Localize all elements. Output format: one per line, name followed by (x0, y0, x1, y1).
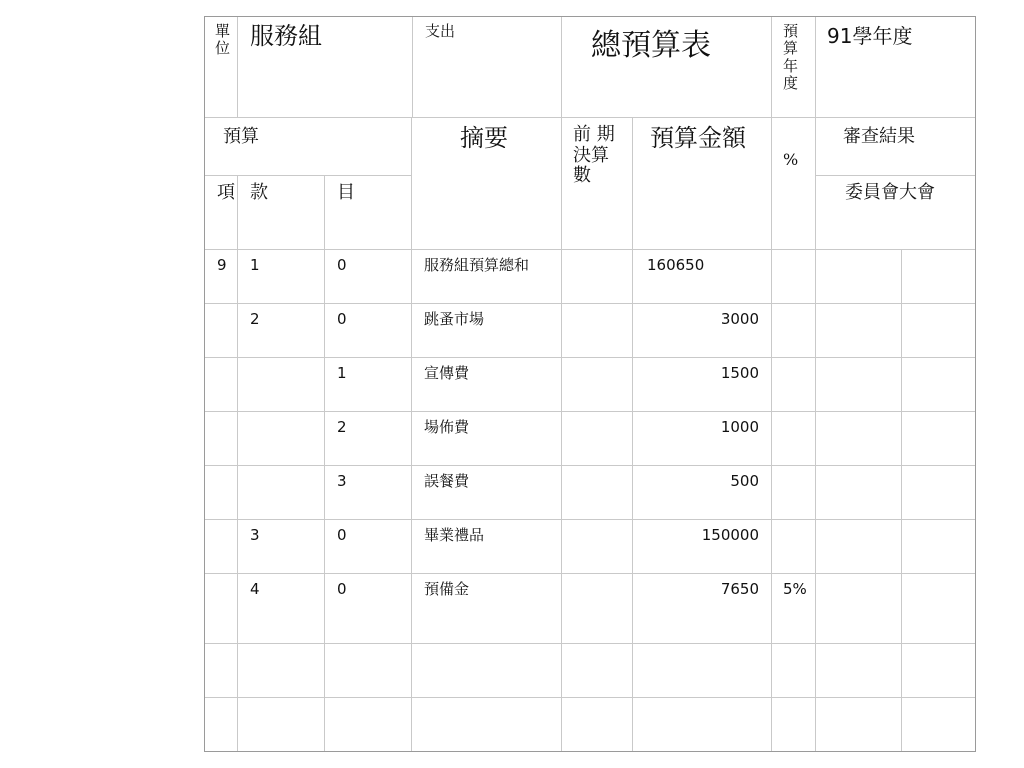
amount-cell: 500 (730, 472, 759, 490)
amount-cell: 150000 (701, 526, 759, 544)
amount-cell: 7650 (720, 580, 759, 598)
rule (815, 17, 816, 117)
review-header: 審查結果 (843, 126, 915, 147)
rule (771, 17, 772, 117)
section-cell: 4 (250, 580, 260, 598)
summary-cell: 誤餐費 (424, 472, 470, 490)
summary-cell: 服務組預算總和 (424, 256, 530, 274)
subsection-cell: 0 (337, 580, 347, 598)
percent-header: % (783, 150, 799, 169)
summary-cell: 場佈費 (424, 418, 470, 436)
rule (205, 519, 975, 520)
rule (561, 17, 562, 117)
summary-cell: 預備金 (424, 580, 470, 598)
rule (771, 117, 772, 751)
section-cell: 3 (250, 526, 260, 544)
section-cell: 1 (250, 256, 260, 274)
assembly-header: 大會 (899, 182, 935, 203)
page-title: 總預算表 (591, 28, 711, 63)
rule (237, 17, 238, 117)
rule (205, 249, 975, 250)
amount-cell: 3000 (720, 310, 759, 328)
summary-cell: 畢業禮品 (424, 526, 485, 544)
subsection-cell: 0 (337, 310, 347, 328)
unit-value: 服務組 (250, 22, 322, 50)
rule (237, 175, 238, 751)
budget-header: 預算 (223, 126, 259, 147)
amount-cell: 1500 (720, 364, 759, 382)
item-header: 項 (217, 182, 235, 203)
section-header: 款 (250, 182, 268, 203)
rule (205, 175, 411, 176)
subsection-cell: 3 (337, 472, 347, 490)
subsection-header: 目 (337, 182, 355, 203)
unit-label: 單位 (215, 22, 231, 58)
rule (205, 117, 975, 118)
rule (561, 117, 562, 751)
rule (815, 175, 975, 176)
committee-header: 委員會 (845, 182, 899, 203)
rule (205, 697, 975, 698)
amount-cell: 160650 (647, 256, 705, 274)
summary-cell: 跳蚤市場 (424, 310, 485, 328)
rule (205, 303, 975, 304)
year-value: 91學年度 (827, 24, 913, 48)
type-label: 支出 (425, 22, 456, 40)
summary-header: 摘要 (460, 124, 508, 152)
rule (205, 573, 975, 574)
rule (205, 357, 975, 358)
subsection-cell: 2 (337, 418, 347, 436)
section-cell: 2 (250, 310, 260, 328)
rule (632, 117, 633, 751)
budget-table (204, 16, 976, 752)
year-label: 預算年度 (783, 22, 799, 92)
summary-cell: 宣傳費 (424, 364, 470, 382)
subsection-cell: 0 (337, 526, 347, 544)
subsection-cell: 0 (337, 256, 347, 274)
rule (411, 117, 412, 751)
rule (205, 465, 975, 466)
rule (901, 249, 902, 751)
rule (815, 117, 816, 751)
rule (205, 643, 975, 644)
item-cell: 9 (217, 256, 227, 274)
percent-cell: 5% (783, 580, 807, 598)
rule (412, 17, 413, 117)
amount-cell: 1000 (720, 418, 759, 436)
prev-final-header: 前 期 決算 數 (573, 124, 615, 187)
rule (324, 175, 325, 751)
subsection-cell: 1 (337, 364, 347, 382)
rule (205, 411, 975, 412)
amount-header: 預算金額 (650, 124, 746, 152)
